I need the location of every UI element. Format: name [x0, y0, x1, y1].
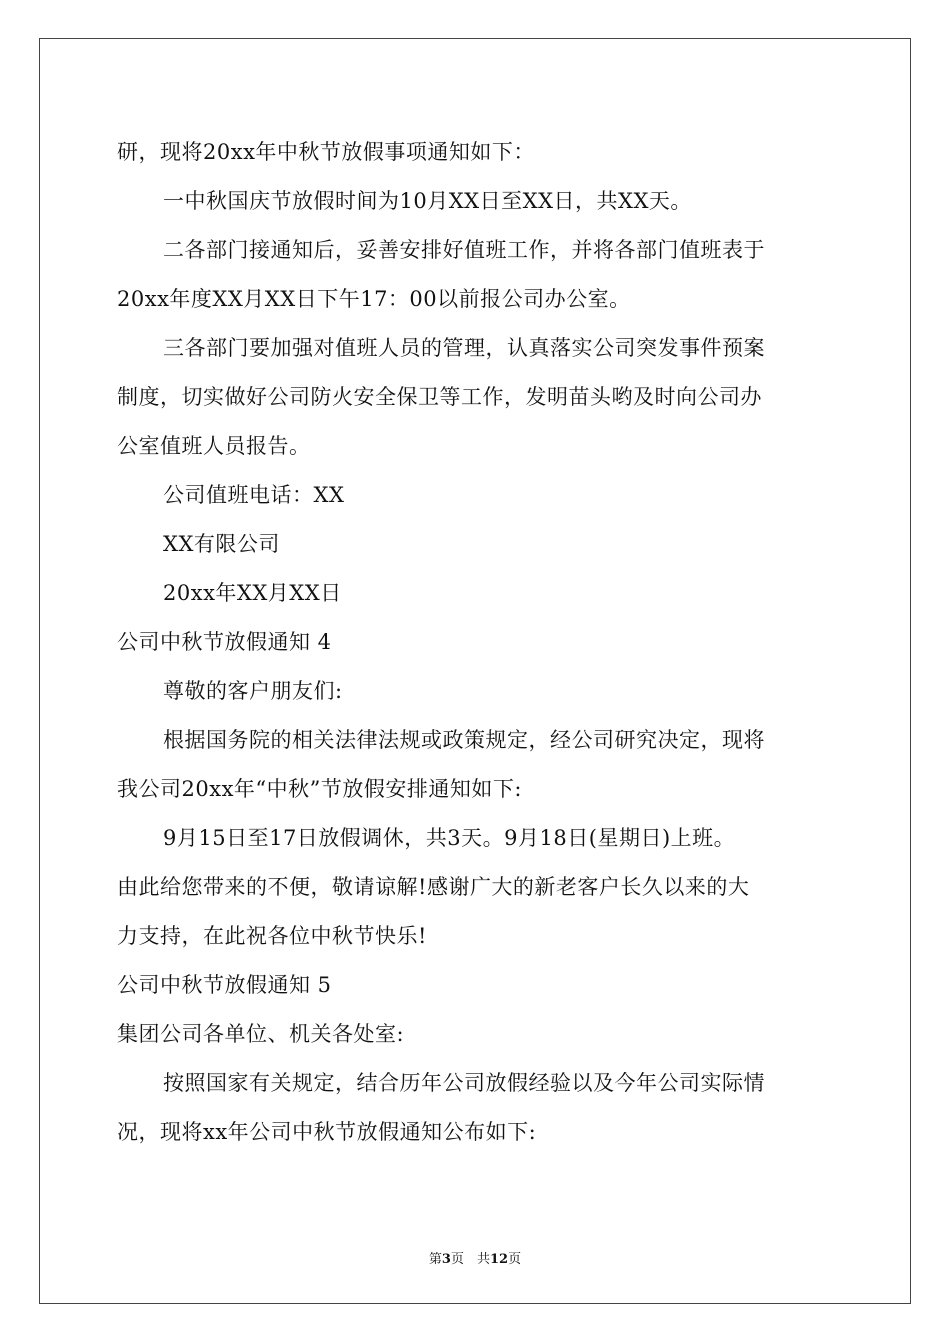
text-line: 由此给您带来的不便，敬请谅解!感谢广大的新老客户长久以来的大 [117, 875, 750, 899]
footer-middle: 页 共 [450, 1252, 490, 1267]
text-line: 公司中秋节放假通知 4 [117, 630, 332, 654]
text-line: 按照国家有关规定，结合历年公司放假经验以及今年公司实际情 [163, 1071, 765, 1095]
text-line: 根据国务院的相关法律法规或政策规定，经公司研究决定，现将 [163, 728, 765, 752]
text-line: 我公司20xx年“中秋”节放假安排通知如下: [117, 777, 522, 801]
text-line: 公司值班电话：XX [163, 483, 345, 507]
text-line: 20xx年度XX月XX日下午17：00以前报公司办公室。 [117, 287, 631, 311]
footer-suffix: 页 [508, 1252, 522, 1267]
footer-total-pages: 12 [489, 1252, 509, 1267]
text-line: 研，现将20xx年中秋节放假事项通知如下： [117, 140, 535, 164]
text-line: 9月15日至17日放假调休，共3天。9月18日(星期日)上班。 [163, 826, 736, 850]
page-footer [0, 1248, 950, 1267]
text-line: 况，现将xx年公司中秋节放假通知公布如下: [117, 1120, 537, 1144]
text-line: 制度，切实做好公司防火安全保卫等工作，发明苗头哟及时向公司办 [117, 385, 762, 409]
footer-prefix: 第 [428, 1252, 442, 1267]
document-body [117, 128, 837, 1157]
text-line: 20xx年XX月XX日 [163, 581, 342, 605]
text-line: 二各部门接通知后，妥善安排好值班工作，并将各部门值班表于 [163, 238, 765, 262]
text-line: 三各部门要加强对值班人员的管理，认真落实公司突发事件预案 [163, 336, 765, 360]
text-line: 力支持，在此祝各位中秋节快乐! [117, 924, 427, 948]
text-line: 尊敬的客户朋友们: [163, 679, 343, 703]
text-line: 集团公司各单位、机关各处室: [117, 1022, 405, 1046]
text-line: 公司中秋节放假通知 5 [117, 973, 332, 997]
text-line: XX有限公司 [163, 532, 280, 556]
footer-page-number: 3 [441, 1252, 451, 1267]
text-line: 一中秋国庆节放假时间为10月XX日至XX日，共XX天。 [163, 189, 692, 213]
text-line: 公室值班人员报告。 [117, 434, 311, 458]
